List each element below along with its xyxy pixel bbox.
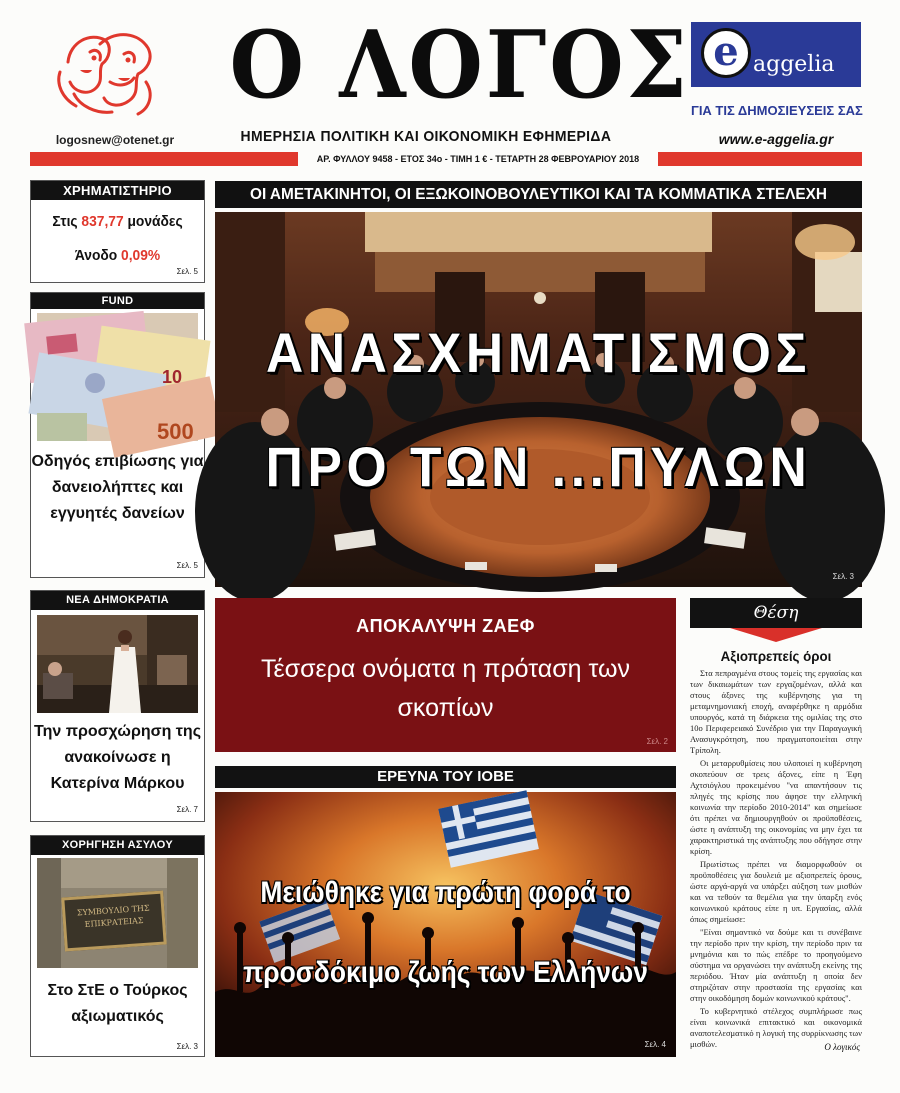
fund-headline[interactable]: Οδηγός επιβίωσης για δανειολήπτες και εγγυητές δανείων — [31, 453, 204, 522]
opinion-paragraph: Οι μεταρρυθμίσεις που υλοποιεί η κυβέρνηση σκοπεύουν σε τρεις άξονες, είπε η Έφη Αχτσιόγλου προκειμένου "να απαντήσουν τις πληγές της κρίσης που άφησε την ελληνική κοινωνία την περίοδο 2010-2014" και σημείωσε ότι πρέπει να δημιουργηθούν οι προϋποθέσεις, ώστε η ανάπτυξη της οικονομίας να μην έχει τα χαρακτηριστικά της ανάπτυξης που οδήγησε στην κρίση. — [690, 758, 862, 856]
market-page-ref: Σελ. 5 — [176, 267, 198, 276]
parliament-speaker-photo — [37, 615, 198, 713]
e-aggelia-ad[interactable] — [691, 22, 861, 87]
cabinet-meeting-photo-art — [215, 212, 862, 587]
iobe-page-ref: Σελ. 4 — [644, 1040, 666, 1049]
svg-text:10: 10 — [162, 367, 183, 387]
nd-headline[interactable]: Την προσχώρηση της ανακοίνωσε η Κατερίνα Μάρκου — [33, 723, 202, 792]
iobe-kicker: ΕΡΕΥΝΑ ΤΟΥ ΙΟΒΕ — [215, 766, 676, 788]
fund-header: FUND — [31, 293, 204, 309]
crowd-with-flags-photo[interactable] — [215, 792, 676, 1057]
fund-page-ref: Σελ. 5 — [176, 561, 198, 570]
zaef-kicker: ΑΠΟΚΑΛΥΨΗ ΖΑΕΦ — [356, 616, 535, 636]
opinion-header-accent — [730, 628, 822, 642]
market-box[interactable] — [30, 180, 205, 283]
e-aggelia-logo-word: aggelia — [753, 52, 835, 77]
opinion-header: Θέση — [690, 598, 862, 628]
opinion-paragraph: "Είναι σημαντικό να δούμε και τι συνέβαινε την περίοδο πριν την κρίση, την περίοδο πριν τα μνημόνια και το πώς επέδρε το προηγούμενο σύστημα να οργανώσει την ανάπτυξη εκείνης της περιόδου. Ήταν μία ανάπτυξη η οποία δεν στηριζόταν στην προστασία της εργασίας και στην οικοδόμηση δομών κοινωνικού κράτους". — [690, 927, 862, 1003]
market-row-index — [38, 213, 197, 230]
nd-page-ref: Σελ. 7 — [176, 805, 198, 814]
asylum-page-ref: Σελ. 3 — [176, 1042, 198, 1051]
nd-box[interactable] — [30, 590, 205, 822]
main-story-kicker: ΟΙ ΑΜΕΤΑΚΙΝΗΤΟΙ, ΟΙ ΕΞΩΚΟΙΝΟΒΟΥΛΕΥΤΙΚΟΙ ΚΑΙ ΤΑ ΚΟΜΜΑΤΙΚΑ ΣΤΕΛΕΧΗ — [215, 181, 862, 208]
main-headline-line-1[interactable]: ΑΝΑΣΧΗΜΑΤΙΣΜΟΣ — [266, 321, 811, 384]
zaef-story-box[interactable] — [215, 598, 676, 752]
issue-info-bar — [30, 152, 862, 166]
main-headline-line-2[interactable]: ΠΡΟ ΤΩΝ ...ΠΥΛΩΝ — [265, 435, 812, 498]
nd-header: ΝΕΑ ΔΗΜΟΚΡΑΤΙΑ — [31, 591, 204, 610]
market-row1-prefix: Στις — [52, 213, 78, 230]
market-index-value: 837,77 — [81, 213, 124, 230]
crowd-with-flags-photo-art — [215, 792, 676, 1057]
council-plaque: ΣΥΜΒΟΥΛΙΟ ΤΗΣ ΕΠΙΚΡΑΤΕΙΑΣ — [61, 891, 167, 952]
asylum-box[interactable] — [30, 835, 205, 1057]
svg-text:500: 500 — [157, 419, 194, 444]
ad-url-link[interactable]: www.e-aggelia.gr — [718, 131, 834, 147]
contact-email: logosnew@otenet.gr — [55, 133, 175, 147]
opinion-paragraph: Πρωτίστως πρέπει να διαμορφωθούν οι προϋποθέσεις για δουλειά με αξιοπρεπείς όρους, ώστε αργά-αργά να υπάρξει αύξηση των μισθών και να τεθούν τα θεμέλια για την ύπαρξη ενός κοινωνικού κράτους είπε η υπ. Εργασίας, αλλά όπως σημείωσε: — [690, 859, 862, 924]
market-change-value: 0,09% — [121, 247, 161, 264]
main-page-ref: Σελ. 3 — [832, 572, 854, 581]
market-row2-prefix: Άνοδο — [74, 247, 118, 264]
banknotes-photo — [37, 313, 198, 444]
opinion-paragraph: Στα πεπραγμένα στους τομείς της εργασίας και των δικαιωμάτων των εργαζομένων, αλλά και στους άξονες της κυβέρνησης για τη μεταμνημονιακή εποχή, αναφέρθηκε η αρμόδια υπουργός, κατά τη διάρκεια της ομιλίας της στο 10ο Περιφερειακό Συνέδριο για την Παραγωγική Ανασυγκρότηση, που πραγματοποιείται στην Τρίπολη. — [690, 668, 862, 755]
newspaper-logo-art — [50, 22, 170, 122]
opinion-paragraph: Το κυβερνητικό στέλεχος συμπλήρωσε πως είναι κοινωνικά επιτακτικό και οικονομικά αναποτελεσματικό η λογική της συρρίκνωσης των μισθών. — [690, 1006, 862, 1049]
cabinet-meeting-photo[interactable] — [215, 212, 862, 587]
market-header: ΧΡΗΜΑΤΙΣΤΗΡΙΟ — [31, 181, 204, 200]
opinion-title[interactable]: Αξιοπρεπείς όροι — [720, 648, 832, 664]
iobe-headline-line-1[interactable]: Μειώθηκε για πρώτη φορά το — [260, 876, 631, 909]
newspaper-subtitle: ΗΜΕΡΗΣΙΑ ΠΟΛΙΤΙΚΗ ΚΑΙ ΟΙΚΟΝΟΜΙΚΗ ΕΦΗΜΕΡΙΔΑ — [240, 128, 612, 145]
issue-info-text: ΑΡ. ΦΥΛΛΟΥ 9458 - ΕΤΟΣ 34ο - ΤΙΜΗ 1 € - ΤΕΤΑΡΤΗ 28 ΦΕΒΡΟΥΑΡΙΟΥ 2018 — [298, 152, 658, 166]
ad-tagline: ΓΙΑ ΤΙΣ ΔΗΜΟΣΙΕΥΣΕΙΣ ΣΑΣ — [691, 103, 863, 118]
council-of-state-photo — [37, 858, 198, 968]
market-row1-suffix: μονάδες — [127, 213, 183, 230]
fund-box[interactable] — [30, 292, 205, 578]
zaef-headline[interactable]: Τέσσερα ονόματα η πρόταση των σκοπίων — [260, 655, 631, 722]
asylum-header: ΧΟΡΗΓΗΣΗ ΑΣΥΛΟΥ — [31, 836, 204, 855]
iobe-headline-line-2[interactable]: προσδόκιμο ζωής των Ελλήνων — [243, 956, 648, 989]
e-aggelia-logo-icon: e — [701, 28, 751, 78]
market-row-change — [38, 247, 197, 264]
zaef-page-ref: Σελ. 2 — [646, 737, 668, 746]
newspaper-title: Ο ΛΟΓΟΣ — [229, 10, 690, 119]
opinion-signature: Ο λογικός — [824, 1042, 860, 1052]
asylum-headline[interactable]: Στο ΣτΕ ο Τούρκος αξιωματικός — [47, 982, 188, 1025]
